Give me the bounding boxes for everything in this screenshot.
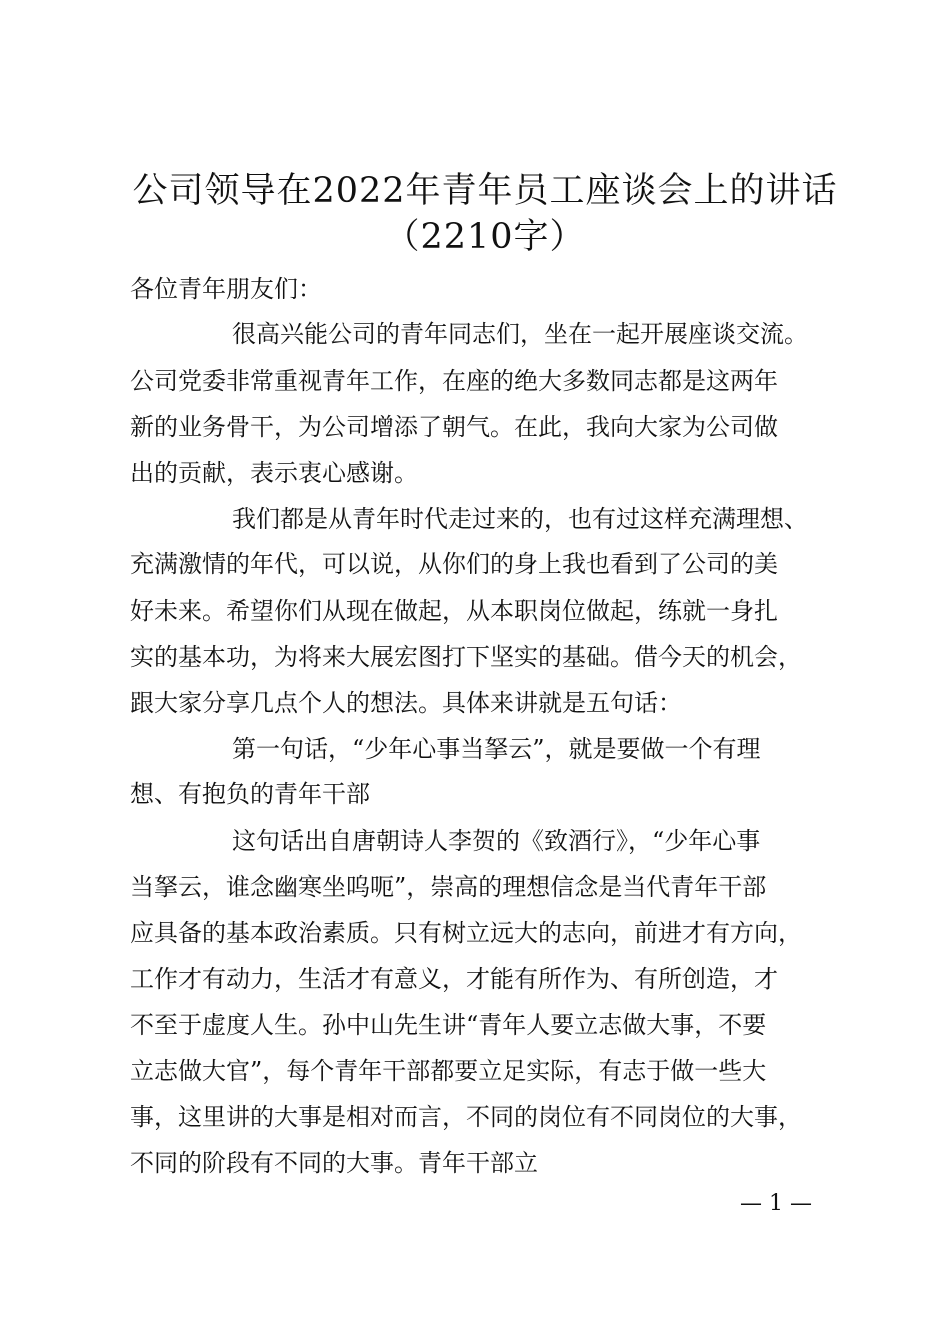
paragraph-line: 当拏云，谁念幽寒坐呜呃”，崇高的理想信念是当代青年干部: [130, 873, 767, 901]
paragraph-line: 跟大家分享几点个人的想法。具体来讲就是五句话：: [130, 689, 682, 717]
paragraph-line: 我们都是从青年时代走过来的，也有过这样充满理想、: [232, 505, 808, 533]
paragraph-line: 应具备的基本政治素质。只有树立远大的志向，前进才有方向，: [130, 919, 802, 947]
paragraph-line: 这句话出自唐朝诗人李贺的《致酒行》，“少年心事: [232, 827, 761, 855]
paragraph-line: 不至于虚度人生。孙中山先生讲“青年人要立志做大事，不要: [130, 1011, 767, 1039]
paragraph-line: 工作才有动力，生活才有意义，才能有所作为、有所创造，才: [130, 965, 778, 993]
salutation: 各位青年朋友们：: [130, 275, 322, 303]
section-heading-line: 第一句话，“少年心事当拏云”，就是要做一个有理: [232, 735, 761, 763]
document-subtitle-word-count: （2210字）: [384, 217, 586, 257]
page-number: — 1 —: [740, 1191, 812, 1216]
paragraph-line: 实的基本功，为将来大展宏图打下坚实的基础。借今天的机会，: [130, 643, 802, 671]
paragraph-line: 很高兴能公司的青年同志们，坐在一起开展座谈交流。: [232, 320, 808, 348]
paragraph-line: 新的业务骨干，为公司增添了朝气。在此，我向大家为公司做: [130, 413, 778, 441]
paragraph-line: 出的贡献，表示衷心感谢。: [130, 459, 418, 487]
paragraph-line: 公司党委非常重视青年工作，在座的绝大多数同志都是这两年: [130, 367, 778, 395]
paragraph-line: 不同的阶段有不同的大事。青年干部立: [130, 1149, 538, 1177]
paragraph-line: 好未来。希望你们从现在做起，从本职岗位做起，练就一身扎: [130, 597, 778, 625]
paragraph-line: 立志做大官”，每个青年干部都要立足实际，有志于做一些大: [130, 1057, 767, 1085]
document-title: 公司领导在2022年青年员工座谈会上的讲话: [132, 171, 838, 211]
section-heading-line: 想、有抱负的青年干部: [130, 780, 370, 808]
paragraph-line: 事，这里讲的大事是相对而言，不同的岗位有不同岗位的大事，: [130, 1103, 802, 1131]
paragraph-line: 充满激情的年代，可以说，从你们的身上我也看到了公司的美: [130, 550, 778, 578]
